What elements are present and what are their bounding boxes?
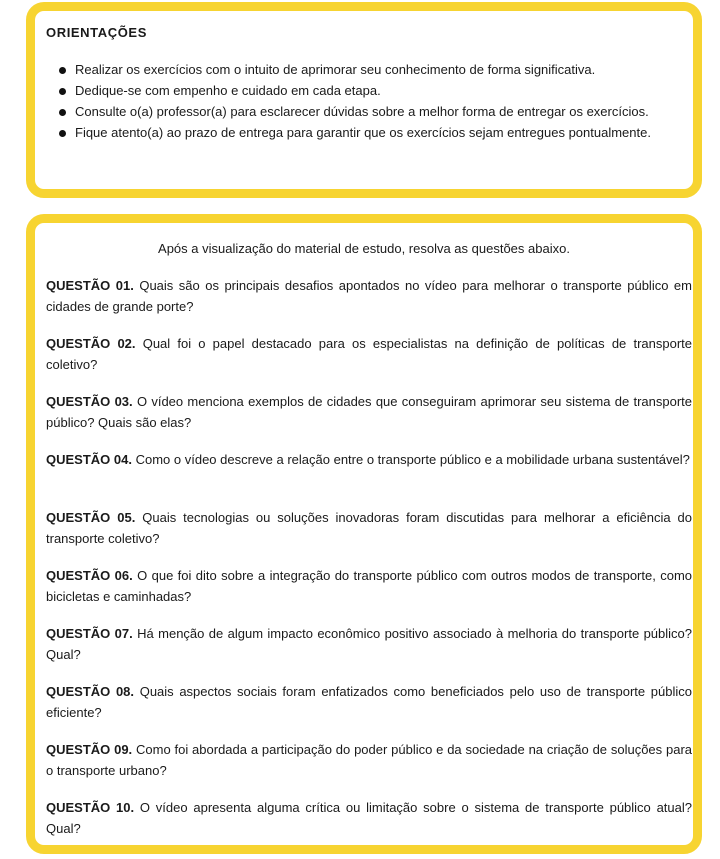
- orientation-item: [35, 103, 693, 121]
- question-text: Há menção de algum impacto econômico positivo associado à melhoria do transporte público? Qual?: [46, 626, 692, 662]
- orientations-box: [26, 2, 702, 198]
- question-label: QUESTÃO 06.: [46, 568, 133, 583]
- orientation-text: Realizar os exercícios com o intuito de aprimorar seu conhecimento de forma significativa.: [75, 62, 596, 77]
- questions-intro: Após a visualização do material de estudo, resolva as questões abaixo.: [158, 241, 570, 256]
- orientation-item: [35, 124, 693, 142]
- question-label: QUESTÃO 01.: [46, 278, 134, 293]
- question-10: [46, 797, 692, 839]
- question-text: O que foi dito sobre a integração do transporte público com outros modos de transporte, como bicicletas e caminhadas?: [46, 568, 692, 604]
- question-label: QUESTÃO 09.: [46, 742, 133, 757]
- question-01: [46, 275, 692, 317]
- question-text: Como o vídeo descreve a relação entre o transporte público e a mobilidade urbana sustentável?: [135, 452, 690, 467]
- question-label: QUESTÃO 05.: [46, 510, 136, 525]
- questions-box: [26, 214, 702, 854]
- orientation-item: [35, 82, 693, 100]
- orientations-title: ORIENTAÇÕES: [46, 25, 147, 40]
- orientations-list: [35, 61, 693, 145]
- question-09: [46, 739, 692, 781]
- question-05: [46, 507, 692, 549]
- bullet-icon: [59, 67, 66, 74]
- orientation-text: Dedique-se com empenho e cuidado em cada etapa.: [75, 83, 381, 98]
- question-06: [46, 565, 692, 607]
- orientation-text: Consulte o(a) professor(a) para esclarecer dúvidas sobre a melhor forma de entregar os exercícios.: [75, 104, 649, 119]
- bullet-icon: [59, 109, 66, 116]
- bullet-icon: [59, 130, 66, 137]
- question-label: QUESTÃO 10.: [46, 800, 135, 815]
- question-text: Qual foi o papel destacado para os especialistas na definição de políticas de transporte coletivo?: [46, 336, 692, 372]
- question-03: [46, 391, 692, 433]
- bullet-icon: [59, 88, 66, 95]
- question-text: Quais aspectos sociais foram enfatizados como beneficiados pelo uso de transporte público eficiente?: [46, 684, 692, 720]
- orientation-item: [35, 61, 693, 79]
- question-text: O vídeo apresenta alguma crítica ou limitação sobre o sistema de transporte público atual? Qual?: [46, 800, 692, 836]
- question-07: [46, 623, 692, 665]
- question-label: QUESTÃO 03.: [46, 394, 133, 409]
- question-label: QUESTÃO 02.: [46, 336, 136, 351]
- question-08: [46, 681, 692, 723]
- question-label: QUESTÃO 07.: [46, 626, 133, 641]
- question-04: [46, 449, 692, 470]
- question-label: QUESTÃO 08.: [46, 684, 135, 699]
- orientation-text: Fique atento(a) ao prazo de entrega para garantir que os exercícios sejam entregues pontualmente.: [75, 125, 651, 140]
- question-02: [46, 333, 692, 375]
- question-text: Como foi abordada a participação do poder público e da sociedade na criação de soluções para o transporte urbano?: [46, 742, 692, 778]
- question-text: Quais tecnologias ou soluções inovadoras foram discutidas para melhorar a eficiência do transporte coletivo?: [46, 510, 693, 546]
- question-text: Quais são os principais desafios apontados no vídeo para melhorar o transporte público em cidades de grande porte?: [46, 278, 692, 314]
- question-text: O vídeo menciona exemplos de cidades que conseguiram aprimorar seu sistema de transporte público? Quais são elas?: [46, 394, 692, 430]
- question-label: QUESTÃO 04.: [46, 452, 132, 467]
